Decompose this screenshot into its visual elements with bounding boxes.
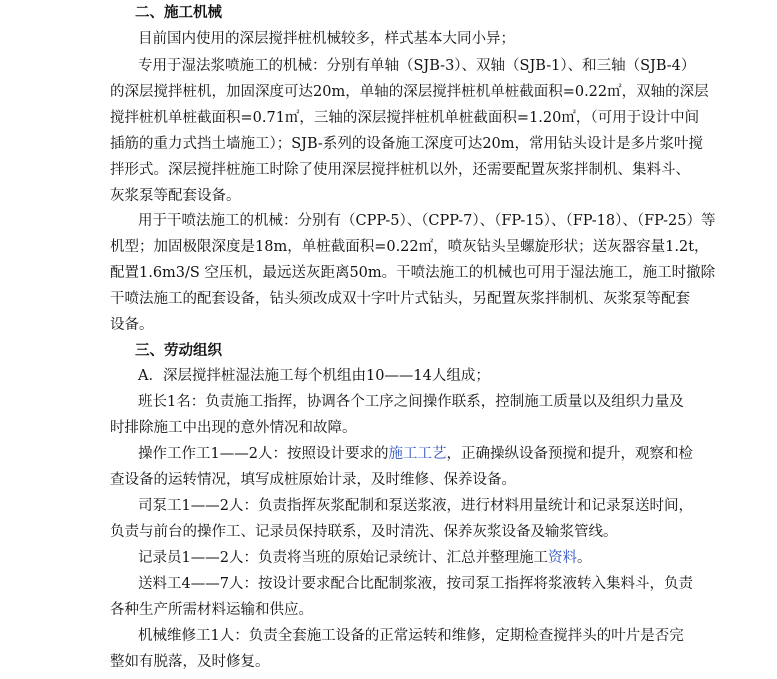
text-line: 机型；加固极限深度是18m，单桩截面积=0.22㎡，喷灰钻头呈螺旋形状；送灰器容量1.2t， [110,239,709,255]
construction-process-link[interactable]: 施工工艺 [388,446,447,462]
paragraph-crew-size: A．深层搅拌桩湿法施工每个机组由10——14人组成； [138,368,490,384]
text-line: 搅拌桩机单桩截面积=0.71㎡，三轴的深层搅拌桩机单桩截面积=1.20㎡，（可用于设计中间 [110,110,700,126]
text-line: 班长1名：负责施工指挥，协调各个工序之间操作联系，控制施工质量以及组织力量及 [138,394,684,410]
text-line: 灰浆泵等配套设备。 [110,188,241,204]
text-span: 记录员1——2人：负责将当班的原始记录统计、汇总并整理施工 [138,550,548,566]
text-line: 时排除施工中出现的意外情况和故障。 [110,420,357,436]
paragraph-recorder [138,548,591,568]
text-span: 操作工作工1——2人：按照设计要求的 [138,446,389,462]
text-span: ，正确操纵设备预搅和提升，观察和检 [446,446,693,462]
text-line: 设备。 [110,317,154,333]
text-line: 拌形式。深层搅拌桩施工时除了使用深层搅拌桩机以外，还需要配置灰浆拌制机、集料斗、 [110,162,690,178]
text-line: 司泵工1——2人：负责指挥灰浆配制和泵送浆液，进行材料用量统计和记录泵送时间， [138,498,693,514]
text-line: 送料工4——7人：按设计要求配合比配制浆液，按司泵工指挥将浆液转入集料斗，负责 [138,576,693,592]
text-line: 专用于湿法浆喷施工的机械：分别有单轴（SJB-3）、双轴（SJB-1）、和三轴（SJB-4） [138,58,696,74]
text-line: 的深层搅拌桩机，加固深度可达20m，单轴的深层搅拌桩机单桩截面积=0.22㎡，双轴的深层 [110,84,709,100]
text-line: 各种生产所需材料运输和供应。 [110,602,313,618]
materials-link[interactable]: 资料 [547,550,577,566]
text-line: 查设备的运转情况，填写成桩原始计录，及时维修、保养设备。 [110,472,516,488]
text-line: 机械维修工1人：负责全套施工设备的正常运转和维修，定期检查搅拌头的叶片是否完 [138,628,684,644]
section-heading-machinery: 二、施工机械 [135,5,222,21]
text-line [138,444,693,464]
section-heading-labor: 三、劳动组织 [135,343,222,359]
text-line: 干喷法施工的配套设备，钻头须改成双十字叶片式钻头，另配置灰浆拌制机、灰浆泵等配套 [110,291,690,307]
text-line: 负责与前台的操作工、记录员保持联系，及时清洗、保养灰浆设备及输浆管线。 [110,524,618,540]
text-line: 用于干喷法施工的机械：分别有（CPP-5）、（CPP-7）、（FP-15）、（FP-18）、（FP-25）等 [138,213,716,229]
paragraph-intro: 目前国内使用的深层搅拌桩机械较多，样式基本大同小异； [138,31,515,47]
text-line: 配置1.6m3/S 空压机，最远送灰距离50m。干喷法施工的机械也可用于湿法施工，施工时撤除 [110,265,716,281]
text-line: 整如有脱落，及时修复。 [110,654,270,670]
text-line: 插筋的重力式挡土墙施工）；SJB-系列的设备施工深度可达20m，常用钻头设计是多片浆叶搅 [110,136,704,152]
text-span: 。 [576,550,592,566]
